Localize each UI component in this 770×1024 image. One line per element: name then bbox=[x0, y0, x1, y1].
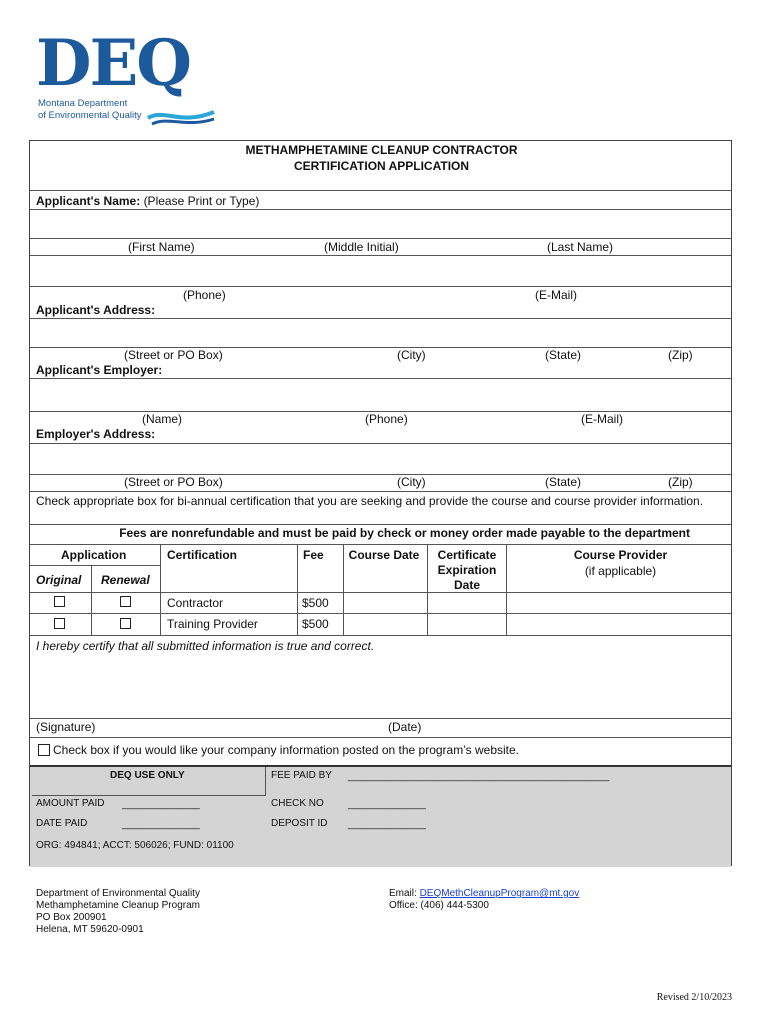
signature-caption: (Signature) bbox=[36, 720, 96, 734]
applicant-address-field[interactable] bbox=[30, 319, 731, 347]
employer-name-caption: (Name) bbox=[142, 412, 183, 426]
col-application: Application bbox=[61, 548, 127, 562]
fees-note: Fees are nonrefundable and must be paid by check or money order made payable to the department bbox=[119, 526, 690, 540]
training-provider-field[interactable] bbox=[507, 614, 731, 634]
row-contractor-cert: Contractor bbox=[167, 596, 224, 610]
date-paid-label: DATE PAID bbox=[36, 818, 88, 829]
contractor-cert-exp-field[interactable] bbox=[428, 593, 505, 613]
original-training-checkbox[interactable] bbox=[54, 618, 65, 629]
contractor-course-date-field[interactable] bbox=[344, 593, 426, 613]
employer-street-caption: (Street or PO Box) bbox=[124, 475, 223, 489]
footer-email-label: Email: bbox=[389, 888, 420, 899]
original-contractor-checkbox[interactable] bbox=[54, 596, 65, 607]
col-fee: Fee bbox=[303, 548, 324, 562]
renewal-training-checkbox[interactable] bbox=[120, 618, 131, 629]
fee-paid-by-label: FEE PAID BY bbox=[271, 770, 332, 781]
signature-area[interactable] bbox=[30, 655, 731, 717]
phone-caption: (Phone) bbox=[183, 288, 226, 302]
check-no-label: CHECK NO bbox=[271, 798, 324, 809]
website-check-label: Check box if you would like your company information posted on the program’s website. bbox=[53, 743, 520, 757]
applicant-name-field[interactable] bbox=[30, 210, 731, 238]
employer-address-field[interactable] bbox=[30, 444, 731, 474]
employer-field[interactable] bbox=[30, 379, 731, 411]
check-no-line: ______________ bbox=[348, 799, 426, 810]
application-form bbox=[29, 140, 732, 866]
state-caption: (State) bbox=[545, 348, 582, 362]
applicant-address-label: Applicant's Address: bbox=[36, 303, 156, 317]
form-title-line2: CERTIFICATION APPLICATION bbox=[293, 159, 470, 173]
footer-contact bbox=[389, 888, 579, 912]
footer-dept: Department of Environmental Quality bbox=[36, 888, 200, 899]
middle-initial-caption: (Middle Initial) bbox=[324, 240, 399, 254]
employer-city-caption: (City) bbox=[397, 475, 426, 489]
amount-paid-label: AMOUNT PAID bbox=[36, 798, 105, 809]
renewal-contractor-checkbox[interactable] bbox=[120, 596, 131, 607]
check-instruction: Check appropriate box for bi-annual certification that you are seeking and provide the course and course provider information. bbox=[36, 494, 704, 508]
deq-use-title: DEQ USE ONLY bbox=[110, 770, 185, 781]
date-caption: (Date) bbox=[388, 720, 422, 734]
row-training-cert: Training Provider bbox=[167, 617, 258, 631]
first-name-caption: (First Name) bbox=[128, 240, 195, 254]
deposit-id-line: ______________ bbox=[348, 819, 426, 830]
training-cert-exp-field[interactable] bbox=[428, 614, 505, 634]
col-cert-expiration: Certificate Expiration Date bbox=[437, 548, 497, 592]
employer-label: Applicant's Employer: bbox=[36, 363, 163, 377]
applicant-name-label-row bbox=[36, 194, 259, 208]
contractor-provider-field[interactable] bbox=[507, 593, 731, 613]
footer-city: Helena, MT 59620-0901 bbox=[36, 924, 144, 935]
employer-address-label: Employer's Address: bbox=[36, 427, 156, 441]
col-provider-sub: (if applicable) bbox=[584, 564, 657, 578]
applicant-name-hint: (Please Print or Type) bbox=[143, 194, 260, 208]
employer-zip-caption: (Zip) bbox=[668, 475, 693, 489]
email-caption: (E-Mail) bbox=[535, 288, 577, 302]
row-training-fee: $500 bbox=[302, 617, 329, 631]
street-caption: (Street or PO Box) bbox=[124, 348, 223, 362]
applicant-name-label: Applicant's Name: bbox=[36, 194, 141, 208]
col-original: Original bbox=[36, 573, 82, 587]
col-renewal: Renewal bbox=[101, 573, 150, 587]
col-course-provider: Course Provider bbox=[573, 548, 668, 562]
zip-caption: (Zip) bbox=[668, 348, 693, 362]
logo-line1: Montana Department bbox=[38, 98, 128, 109]
form-title bbox=[30, 142, 733, 174]
employer-phone-caption: (Phone) bbox=[365, 412, 408, 426]
org-acct-fund: ORG: 494841; ACCT: 506026; FUND: 01100 bbox=[36, 840, 234, 851]
footer-address bbox=[36, 888, 200, 936]
footer-office: Office: (406) 444-5300 bbox=[389, 900, 489, 911]
row-contractor-fee: $500 bbox=[302, 596, 329, 610]
deposit-id-label: DEPOSIT ID bbox=[271, 818, 328, 829]
applicant-phone-email-field[interactable] bbox=[30, 256, 731, 286]
employer-state-caption: (State) bbox=[545, 475, 582, 489]
logo-wave-icon bbox=[146, 104, 216, 126]
revised-date: Revised 2/10/2023 bbox=[656, 992, 732, 1003]
col-course-date: Course Date bbox=[348, 548, 420, 562]
fee-paid-by-line: _______________________________________________ bbox=[348, 771, 610, 782]
logo-line2: of Environmental Quality bbox=[38, 110, 142, 121]
footer-email-row bbox=[389, 888, 579, 900]
employer-email-caption: (E-Mail) bbox=[581, 412, 623, 426]
website-checkbox[interactable] bbox=[38, 744, 50, 756]
amount-paid-line: ______________ bbox=[122, 799, 200, 810]
footer-email-link[interactable]: DEQMethCleanupProgram@mt.gov bbox=[419, 888, 580, 899]
footer-pobox: PO Box 200901 bbox=[36, 912, 107, 923]
training-course-date-field[interactable] bbox=[344, 614, 426, 634]
logo-mark: DEQ bbox=[36, 26, 191, 101]
certify-statement: I hereby certify that all submitted information is true and correct. bbox=[36, 639, 375, 653]
col-certification: Certification bbox=[167, 548, 238, 562]
city-caption: (City) bbox=[397, 348, 426, 362]
deq-logo bbox=[36, 26, 216, 121]
form-title-line1: METHAMPHETAMINE CLEANUP CONTRACTOR bbox=[245, 143, 518, 157]
date-paid-line: ______________ bbox=[122, 819, 200, 830]
footer-program: Methamphetamine Cleanup Program bbox=[36, 900, 200, 911]
last-name-caption: (Last Name) bbox=[547, 240, 614, 254]
